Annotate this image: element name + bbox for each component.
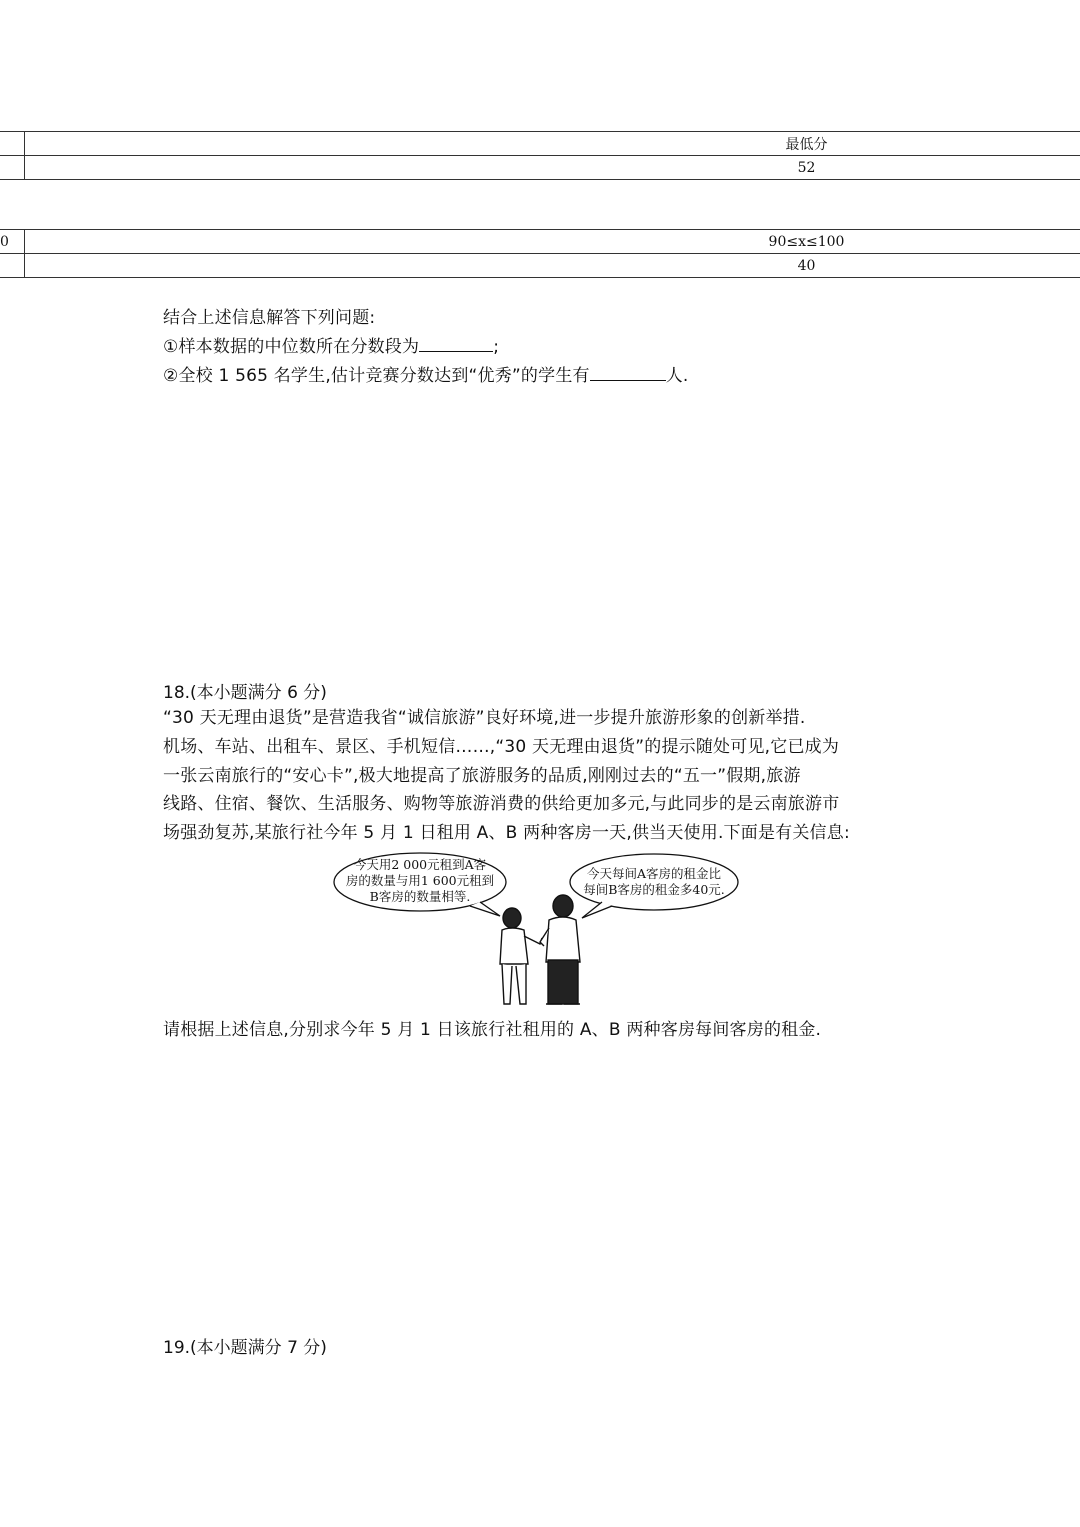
q18-question: 请根据上述信息,分别求今年 5 月 1 日该旅行社租用的 A、B 两种客房每间客房的租金. [163,1020,822,1040]
table-cell: 0 [0,230,25,254]
score-table-top [0,131,1080,180]
score-table-bottom [0,229,1080,278]
q18-line: 场强劲复苏,某旅行社今年 5 月 1 日租用 A、B 两种客房一天,供当天使用.下面是有关信息: [163,823,850,844]
q18-header: 18.(本小题满分 6 分) [163,683,327,703]
person-right [540,895,580,1004]
q17-part2: ②全校 1 565 名学生,估计竞赛分数达到“优秀”的学生有 人. [163,365,689,386]
bubble-right-line-2: 每间B客房的租金多40元. [583,882,725,897]
q18-line: 一张云南旅行的“安心卡”,极大地提高了旅游服务的品质,刚刚过去的“五一”假期,旅游 [163,765,801,786]
q17-block [163,304,923,390]
bubble-left-line-1: 今天用2 000元租到A客 [353,857,487,872]
answer-blank-2[interactable] [590,364,666,381]
q17-part1: ①样本数据的中位数所在分数段为 ; [163,336,500,357]
table-cell [0,156,25,180]
q19-header: 19.(本小题满分 7 分) [163,1338,327,1358]
table-cell [0,254,25,278]
q18-body [163,704,923,848]
q18-line: 机场、车站、出租车、景区、手机短信……,“30 天无理由退货”的提示随处可见,它已成为 [163,736,840,757]
table-cell [0,132,25,156]
q18-line: “30 天无理由退货”是营造我省“诚信旅游”良好环境,进一步提升旅游形象的创新举措. [163,708,806,728]
table-header-min-score: 最低分 [25,132,1080,156]
person-left [500,908,542,1004]
bubble-left-line-2: 房的数量与用1 600元租到 [345,873,495,888]
q18-line: 线路、住宿、餐饮、生活服务、购物等旅游消费的供给更加多元,与此同步的是云南旅游市 [163,794,840,815]
answer-blank-1[interactable] [419,335,493,352]
table-cell-excellent-count: 40 [25,254,1080,278]
table-header-score-range: 90≤x≤100 [25,230,1080,254]
q17-intro: 结合上述信息解答下列问题: [163,308,376,328]
dialogue-illustration [330,852,740,1012]
bubble-right-line-1: 今天每间A客房的租金比 [586,866,722,881]
bubble-left-line-3: B客房的数量相等. [369,889,471,904]
table-cell-min-score: 52 [25,156,1080,180]
